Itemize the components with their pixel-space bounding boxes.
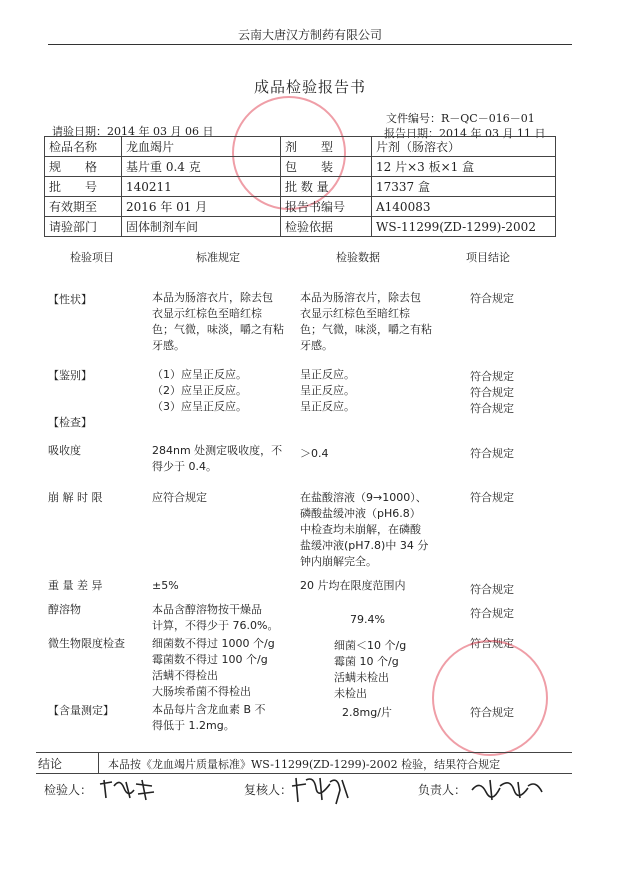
micro-data: 细菌＜10 个/g 霉菌 10 个/g 活螨未检出 未检出 [334,639,407,700]
weight-item: 重 量 差 异 [48,579,103,592]
page-title: 成品检验报告书 [253,78,366,96]
weight-standard: ±5% [152,579,179,592]
product-info-table [44,136,556,237]
inspector-signature [96,776,160,802]
disintegration-data: 在盐酸溶液（9→1000）、 磷酸盐缓冲液（pH6.8） 中检查均未崩解，在磷酸 盐缓冲液(pH7.8)中 34 分 钟内崩解完全。 [300,491,429,568]
spec: 基片重 0.4 克 [122,157,281,177]
label-department: 请验部门 [45,217,122,237]
company-name: 云南大唐汉方制药有限公司 [237,28,382,42]
disintegration-standard: 应符合规定 [152,491,207,504]
conclusion-divider [98,753,99,773]
label-dosage-form: 剂 型 [281,137,372,157]
col-header-item: 检验项目 [70,251,114,264]
alcohol-standard: 本品含醇溶物按干燥品 计算，不得少于 76.0%。 [152,603,279,632]
reviewer-label: 复核人： [244,783,293,797]
label-batch: 批 号 [45,177,122,197]
alcohol-result: 符合规定 [470,607,514,620]
conclusion-row [36,752,572,774]
responsible-signature [470,776,546,802]
absorbance-result: 符合规定 [470,447,514,460]
label-report-no: 报告书编号 [281,197,372,217]
dosage-form: 片剂（肠溶衣） [372,137,556,157]
quantity: 17337 盒 [372,177,556,197]
col-header-standard: 标准规定 [196,251,240,264]
department: 固体制剂车间 [122,217,281,237]
section-appearance: 【性状】 [48,293,92,306]
assay-result: 符合规定 [470,706,514,719]
appearance-standard: 本品为肠溶衣片，除去包 衣显示红棕色至暗红棕 色；气微，味淡，嚼之有粘 牙感。 [152,291,284,352]
absorbance-data: ＞0.4 [300,447,329,460]
appearance-result: 符合规定 [470,292,514,305]
report-date: 报告日期：2014 年 03 月 11 日 [384,127,546,140]
inspector-label: 检验人： [44,783,93,797]
label-package: 包 装 [281,157,372,177]
section-inspection: 【检查】 [48,416,92,429]
header-divider [48,44,572,45]
company-seal-bottom [432,640,548,756]
conclusion-text: 本品按《龙血竭片质量标准》WS-11299(ZD-1299)-2002 检验，结果符合规定 [108,758,501,771]
section-identification: 【鉴别】 [48,369,92,382]
disintegration-item: 崩 解 时 限 [48,491,103,504]
alcohol-item: 醇溶物 [48,603,81,616]
assay-standard: 本品每片含龙血素 B 不 得低于 1.2mg。 [152,703,266,732]
micro-item: 微生物限度检查 [48,637,125,650]
package: 12 片×3 板×1 盒 [372,157,556,177]
identification-standard: （1）应呈正反应。 （2）应呈正反应。 （3）应呈正反应。 [152,368,247,413]
absorbance-standard: 284nm 处测定吸收度，不 得少于 0.4。 [152,444,283,473]
identification-results: 符合规定 符合规定 符合规定 [470,370,514,415]
section-assay: 【含量测定】 [48,704,114,717]
doc-number: 文件编号：R－QC－016－01 [386,112,535,125]
product-name: 龙血竭片 [122,137,281,157]
disintegration-result: 符合规定 [470,491,514,504]
label-product-name: 检品名称 [45,137,122,157]
expiry: 2016 年 01 月 [122,197,281,217]
label-quantity: 批 数 量 [281,177,372,197]
alcohol-data: 79.4% [350,613,385,626]
weight-result: 符合规定 [470,583,514,596]
label-basis: 检验依据 [281,217,372,237]
reviewer-signature [286,774,352,806]
col-header-conclusion: 项目结论 [466,251,510,264]
label-spec: 规 格 [45,157,122,177]
responsible-label: 负责人： [418,783,467,797]
conclusion-label: 结论 [38,757,63,771]
identification-data: 呈正反应。 呈正反应。 呈正反应。 [300,368,355,413]
batch: 140211 [122,177,281,197]
micro-result: 符合规定 [470,637,514,650]
report-no: A140083 [372,197,556,217]
weight-data: 20 片均在限度范围内 [300,579,406,592]
request-date: 请验日期：2014 年 03 月 06 日 [52,125,214,138]
appearance-data: 本品为肠溶衣片，除去包 衣显示红棕色至暗红棕 色；气微，味淡，嚼之有粘 牙感。 [300,291,432,352]
absorbance-item: 吸收度 [48,444,81,457]
label-expiry: 有效期至 [45,197,122,217]
basis: WS-11299(ZD-1299)-2002 [372,217,556,237]
assay-data: 2.8mg/片 [342,706,392,719]
col-header-data: 检验数据 [336,251,380,264]
micro-standard: 细菌数不得过 1000 个/g 霉菌数不得过 100 个/g 活螨不得检出 大肠埃希菌不得检出 [152,637,275,698]
